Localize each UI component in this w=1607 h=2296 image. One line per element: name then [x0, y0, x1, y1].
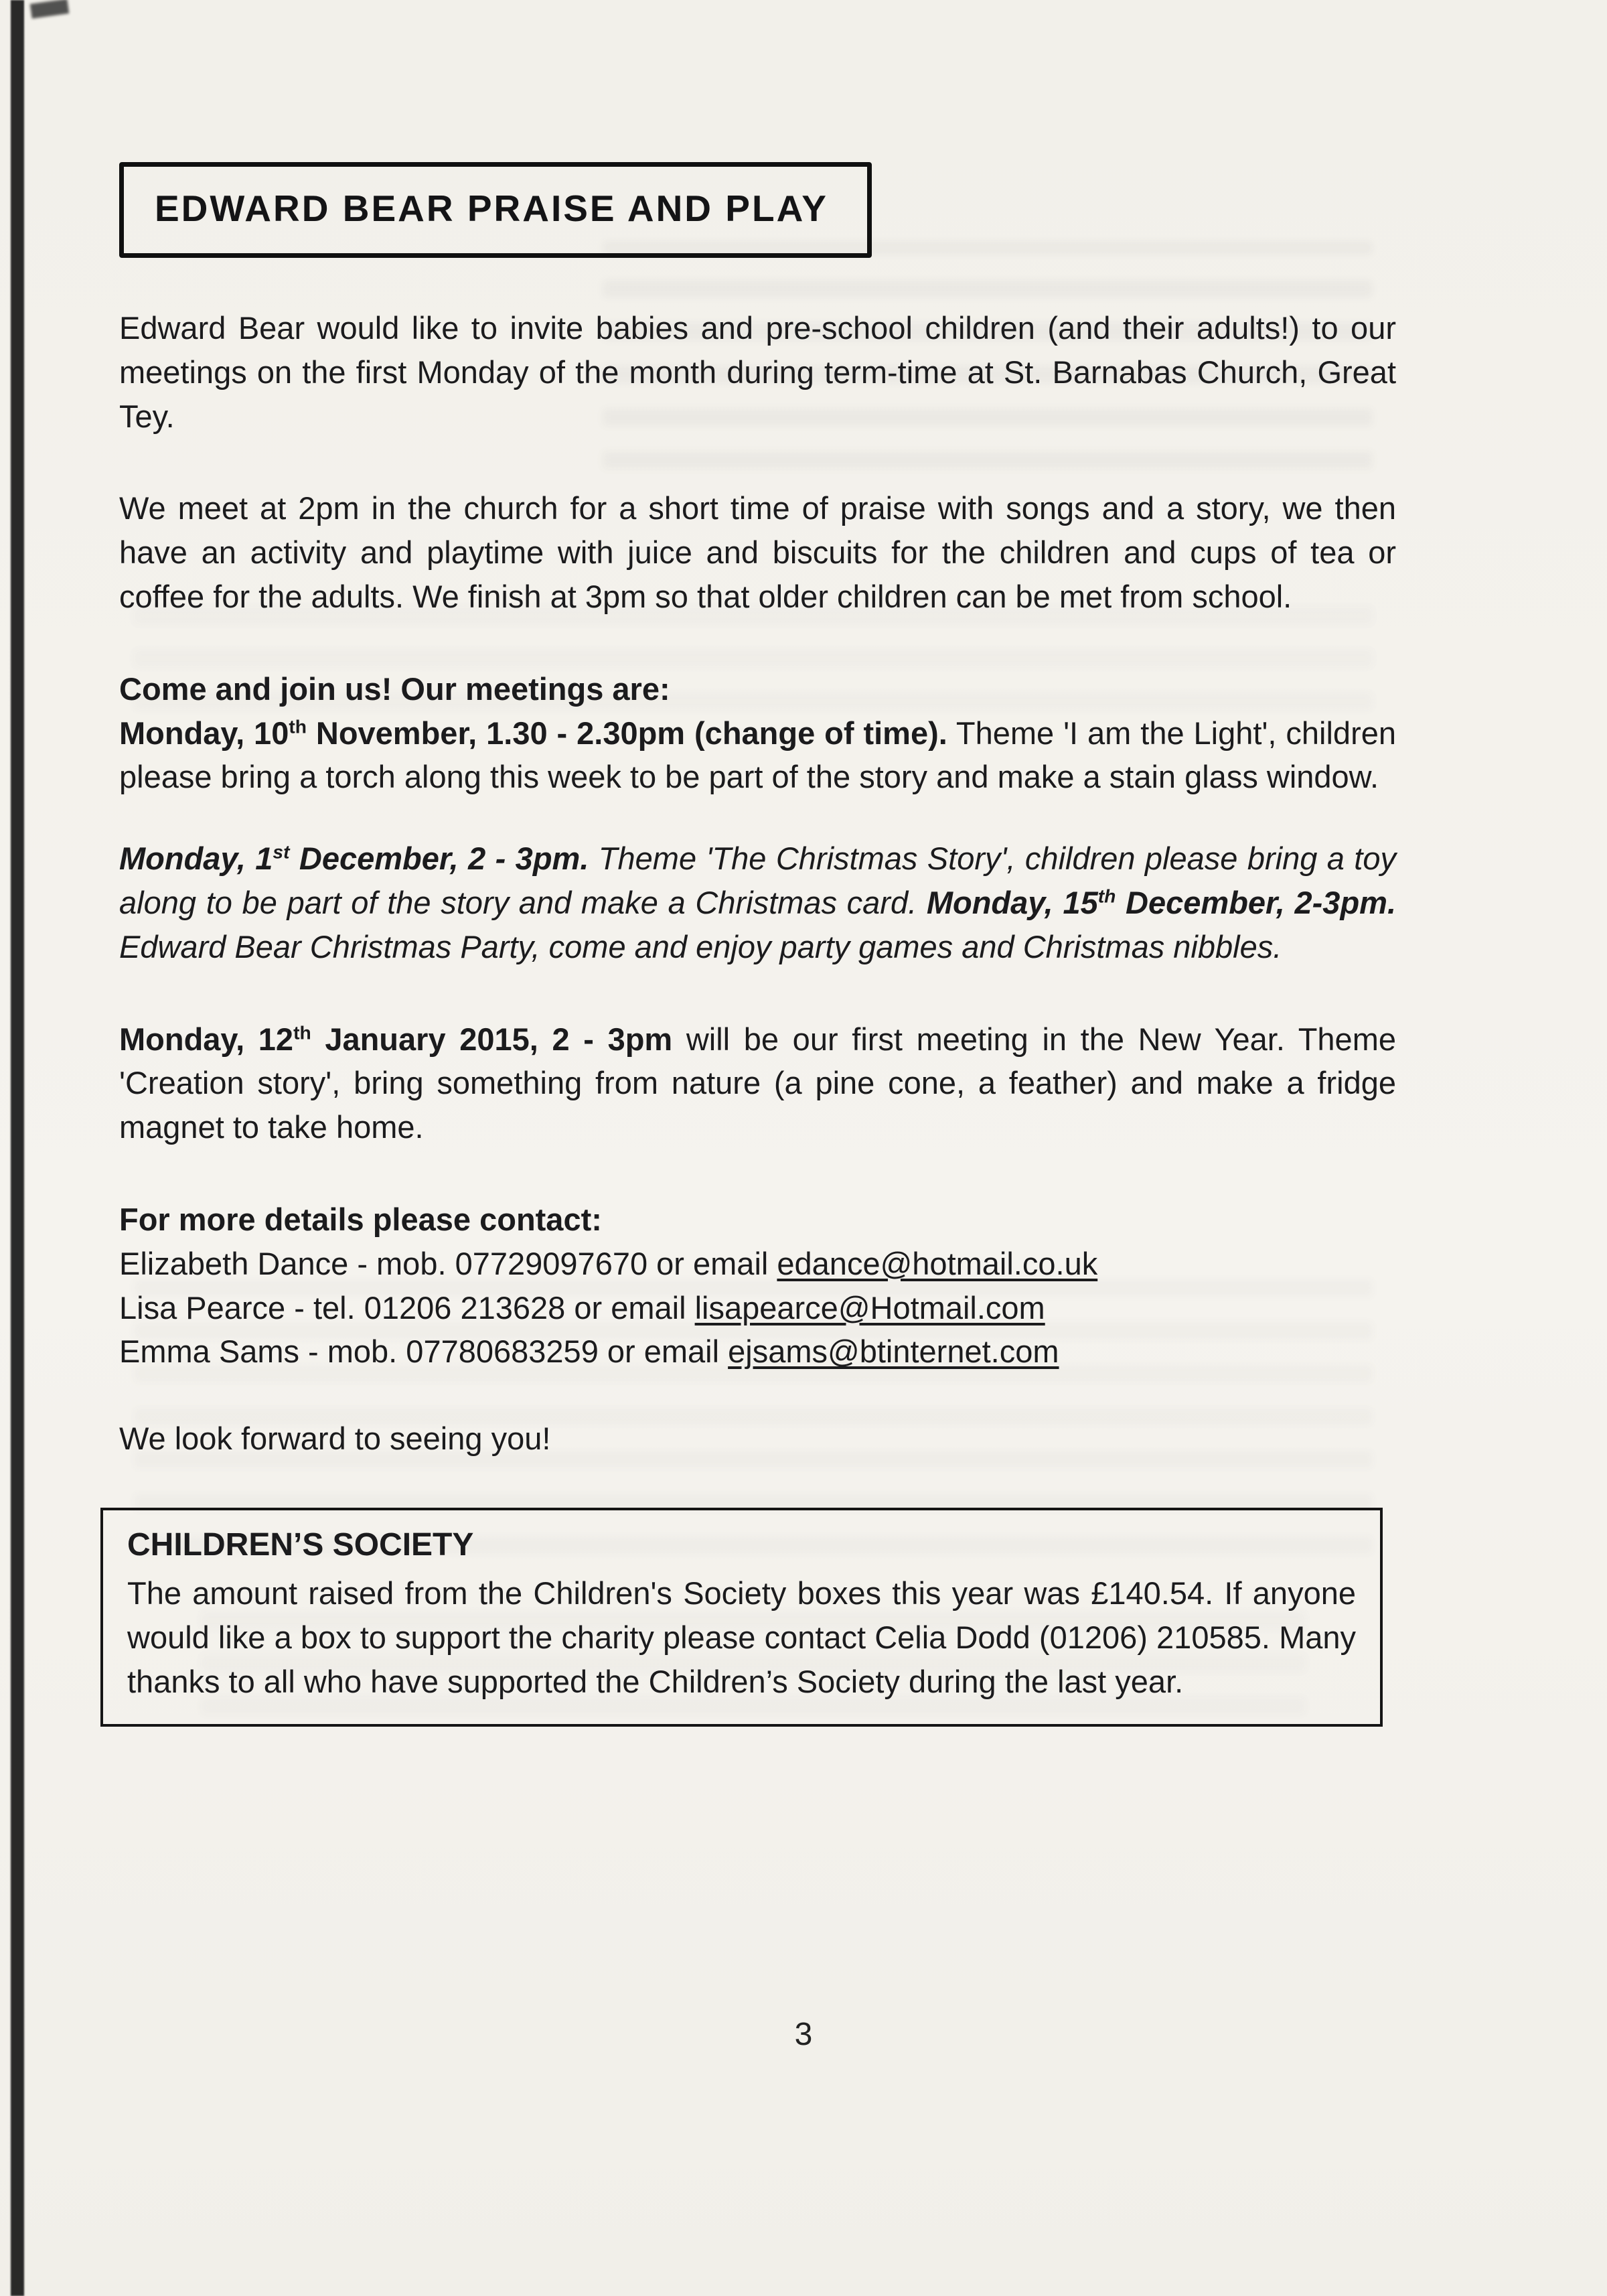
contact-info: Emma Sams - mob. 07780683259 or email	[119, 1334, 729, 1370]
contact-line	[119, 1242, 1396, 1286]
december-party-date: Monday, 15	[926, 884, 1098, 920]
meeting-details-paragraph: We meet at 2pm in the church for a short time of praise with songs and a story, we then have an activity and playtime with juice and biscuits for the children and cups of tea or coffee for the adults. We finish at 3pm so that older children can be met from school.	[119, 490, 1396, 614]
meetings-section	[119, 667, 1396, 799]
page-number: 3	[794, 2017, 813, 2052]
article-title: EDWARD BEAR PRAISE AND PLAY	[155, 188, 828, 229]
january-date-ordinal: th	[293, 1021, 311, 1043]
scan-corner-artifact	[30, 0, 70, 19]
january-date-rest: January 2015, 2 - 3pm	[311, 1021, 673, 1057]
november-date-rest: November, 1.30 - 2.30pm (change of time).	[306, 715, 947, 751]
contact-line	[119, 1330, 1396, 1374]
december-date-rest: December, 2 - 3pm.	[289, 841, 589, 877]
contact-email: lisapearce@Hotmail.com	[694, 1289, 1045, 1325]
november-theme-text: Theme 'I am the Light', children please bring a torch along this week to be part of the story and make a stain glass window.	[119, 715, 1396, 795]
january-theme-text: will be our first meeting in the New Year. Theme 'Creation story', bring something from nature (a pine cone, a feather) and make a fridge magnet to take home.	[119, 1021, 1396, 1145]
january-meeting-paragraph	[119, 1017, 1396, 1149]
childrens-society-heading: CHILDREN’S SOCIETY	[127, 1526, 474, 1563]
january-date: Monday, 12	[119, 1021, 294, 1057]
contact-info: Elizabeth Dance - mob. 07729097670 or email	[119, 1245, 777, 1281]
page-content	[119, 0, 1396, 1727]
november-date-ordinal: th	[289, 715, 307, 737]
childrens-society-body: The amount raised from the Children's Society boxes this year was £140.54. If anyone would like a box to support the charity please contact Celia Dodd (01206) 210585. Many thanks to all who have supported the Children’s Society during the last year.	[127, 1575, 1356, 1699]
contacts-section	[119, 1198, 1396, 1374]
contacts-heading: For more details please contact:	[119, 1201, 602, 1237]
december-meeting-paragraph	[119, 837, 1396, 968]
december-party-date-rest: December, 2-3pm.	[1116, 884, 1397, 920]
closing-line: We look forward to seeing you!	[119, 1421, 551, 1457]
article-title-box	[119, 162, 872, 258]
november-meeting-paragraph	[119, 711, 1396, 800]
december-party-text: Edward Bear Christmas Party, come and enjoy party games and Christmas nibbles.	[119, 928, 1282, 964]
intro-paragraph: Edward Bear would like to invite babies and pre-school children (and their adults!) to our meetings on the first Monday of the month during term-time at St. Barnabas Church, Great Tey.	[119, 310, 1396, 434]
meetings-heading: Come and join us! Our meetings are:	[119, 670, 670, 707]
december-date-ordinal: st	[273, 841, 290, 863]
december-date: Monday, 1	[119, 841, 273, 877]
contact-email: ejsams@btinternet.com	[728, 1334, 1059, 1370]
december-theme-text: Theme 'The Christmas Story', children please bring a toy along to be part of the story and make a Christmas card.	[119, 841, 1396, 920]
contact-info: Lisa Pearce - tel. 01206 213628 or email	[119, 1289, 695, 1325]
december-party-date-ordinal: th	[1097, 885, 1116, 907]
november-date: Monday, 10	[119, 715, 289, 751]
contact-line	[119, 1286, 1396, 1330]
scan-edge-artifact	[11, 0, 24, 2296]
childrens-society-box	[100, 1508, 1383, 1727]
contact-email: edance@hotmail.co.uk	[777, 1245, 1098, 1281]
